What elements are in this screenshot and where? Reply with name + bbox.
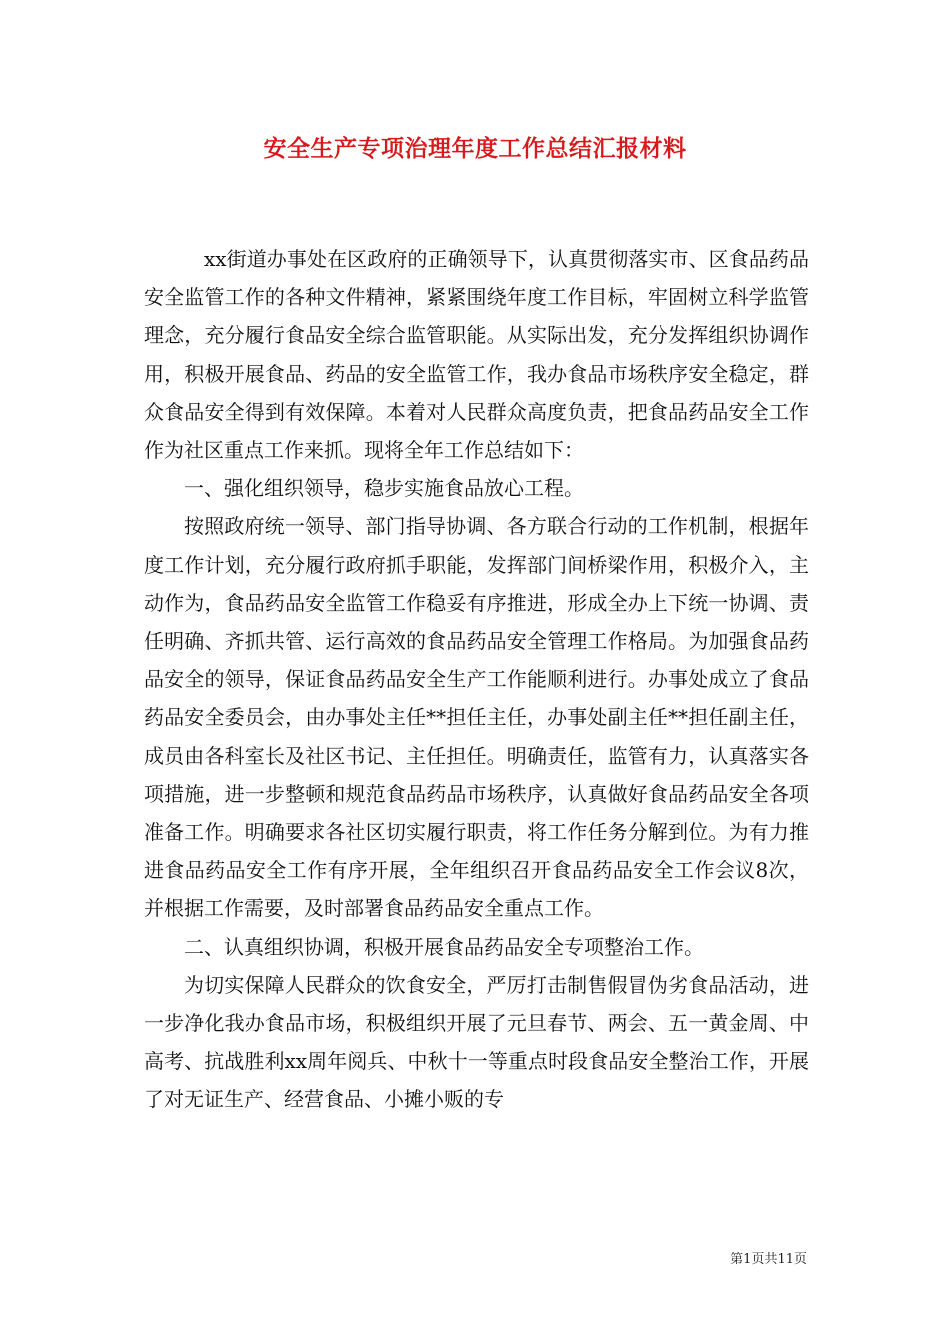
paragraph-section-2: 为切实保障人民群众的饮食安全，严厉打击制售假冒伪劣食品活动，进一步净化我办食品市场，积极组织开展了元旦春节、两会、五一黄金周、中高考、抗战胜利xx周年阅兵、中秋十一等重点时段食品安全整治工作，开展了对无证生产、经营食品、小摊小贩的专 xyxy=(144,972,809,1112)
document-title: 安全生产专项治理年度工作总结汇报材料 xyxy=(263,135,687,162)
section-heading-2: 二、认真组织协调，积极开展食品药品安全专项整治工作。 xyxy=(184,934,704,959)
document-body xyxy=(144,240,809,1119)
paragraph-section-1: 按照政府统一领导、部门指导协调、各方联合行动的工作机制，根据年度工作计划，充分履行政府抓手职能，发挥部门间桥梁作用，积极介入，主动作为，食品药品安全监管工作稳妥有序推进，形成全办上下统一协调、责任明确、齐抓共管、运行高效的食品药品安全管理工作格局。为加强食品药品安全的领导，保证食品药品安全生产工作能顺利进行。办事处成立了食品药品安全委员会，由办事处主任**担任主任，办事处副主任**担任副主任，成员由各科室长及社区书记、主任担任。明确责任，监管有力，认真落实各项措施，进一步整顿和规范食品药品市场秩序，认真做好食品药品安全各项准备工作。明确要求各社区切实履行职责，将工作任务分解到位。为有力推进食品药品安全工作有序开展，全年组织召开食品药品安全工作会议8次，并根据工作需要，及时部署食品药品安全重点工作。 xyxy=(144,514,809,921)
page-number-footer: 第1页共11页 xyxy=(730,1252,807,1267)
section-heading-1: 一、强化组织领导，稳步实施食品放心工程。 xyxy=(184,476,584,501)
paragraph-intro: xx街道办事处在区政府的正确领导下，认真贯彻落实市、区食品药品安全监管工作的各种文件精神，紧紧围绕年度工作目标，牢固树立科学监管理念，充分履行食品安全综合监管职能。从实际出发，充分发挥组织协调作用，积极开展食品、药品的安全监管工作，我办食品市场秩序安全稳定，群众食品安全得到有效保障。本着对人民群众高度负责，把食品药品安全工作作为社区重点工作来抓。现将全年工作总结如下： xyxy=(144,247,809,463)
